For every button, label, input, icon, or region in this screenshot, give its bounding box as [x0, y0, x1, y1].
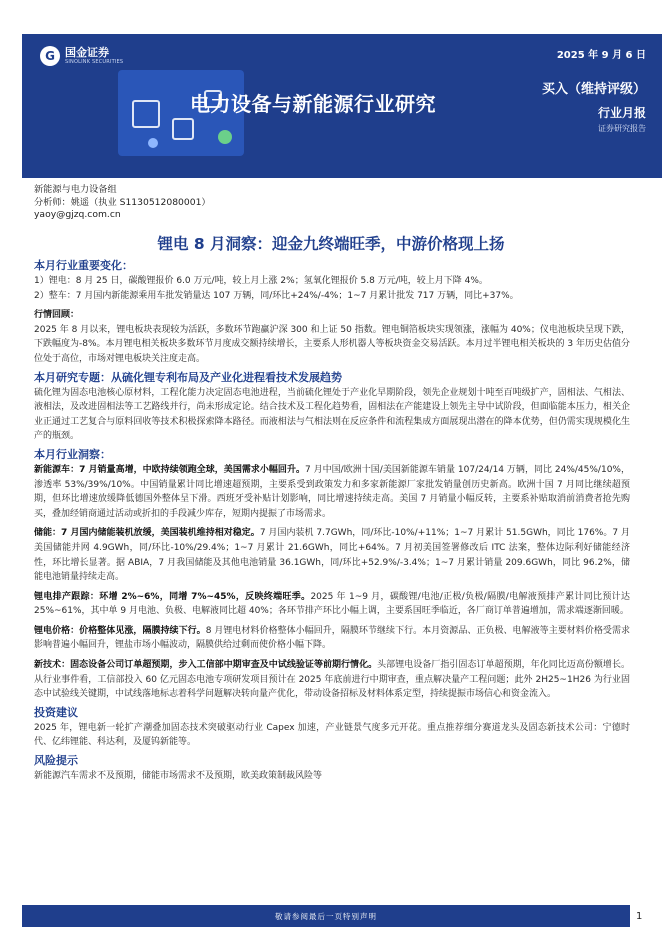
- topic-text: 硫化锂为固态电池核心原材料，工程化能力决定固态电池进程，当前硫化锂处于产业化早期阶段，领先企业规划十吨至百吨级扩产，固相法、气相法、液相法，及改进固相法等工艺路线并行，尚未形成定论。结合技术及工程化趋势看，固相法在产能建设上领先主导中试阶段，但面临能本压力，相关企业正通过工艺复合与原料回收等技术积极探索降本路径。而液相法与气相法则在反应条件和流程集成方面展现出潜在的降本优势，但仍需实现规模化生产的瓶颈。: [34, 387, 630, 442]
- insight-ev-text: 7 月中国/欧洲十国/美国新能源车销量 107/24/14 万辆，同比 24%/45%/10%，渗透率 53%/39%/10%。中国销量累计同比增速超预期，主要系受到政策发力和多家新能源厂家批发销量创历史新高。欧洲十国 7 月同比继续超预期，但环比增速放缓降低德国外整体呈下滑。西班牙受补贴计划影响，同比增速持续走高。美国 7 月销量小幅反转，主要系补贴取消前消费者抢先购买，叠加经销商通过活动或折扣的手段减少库存，短期内提振了市场需求。: [34, 464, 630, 519]
- report-title: 电力设备与新能源行业研究: [190, 92, 436, 116]
- market-review-text: 2025 年 8 月以来，锂电板块表现较为活跃，多数环节跑赢沪深 300 和上证 50 指数。锂电铜箔板块实现领涨，涨幅为 40%；仪电池板块呈现下跌，下跌幅度为-8%。本月锂电相关板块多数环节月度成交额持续增长，主要系人形机器人等板块资金交易活跃。本月过半锂电相关板块的 3 年历史估值分位处于高位，市场对锂电板块关注度走高。: [34, 324, 630, 364]
- analyst-email[interactable]: yaoy@gjzq.com.cn: [34, 209, 121, 221]
- insight-tech-text: 头部锂电设备厂指引固态订单超预期，年化同比迈高份额增长。从行业事件看，工信部投入 60 亿元固态电池专项研发项目预计在 2025 年底前进行中期审查，重点解决量产工程问题；此外 2H25~1H26 为行业固态中试验线关键期，中试线落地标志着科学问题解决转向量产优化，带动设备招标及材料体系定型，持续提振市场信心和资金流入。: [34, 660, 630, 700]
- key-change-line: 1）锂电：8 月 25 日，碳酸锂报价 6.0 万元/吨，较上月上涨 2%；氢氧化锂报价 5.8 万元/吨，较上月下降 4%。: [34, 276, 488, 286]
- decor-box-icon: [132, 100, 160, 128]
- footer-disclaimer[interactable]: 敬请参阅最后一页特别声明: [275, 911, 377, 921]
- logo-subtext: SINOLINK SECURITIES: [65, 59, 124, 65]
- section-heading-advice: 投资建议: [34, 705, 78, 719]
- analyst-group: 新能源与电力设备组: [34, 184, 117, 195]
- decor-dot-icon: [148, 138, 158, 148]
- insight-storage-paragraph: [34, 526, 630, 584]
- company-logo: [40, 46, 123, 66]
- report-date: 2025 年 9 月 6 日: [556, 50, 646, 61]
- main-title: 锂电 8 月洞察：迎金九终端旺季，中游价格现上扬: [157, 235, 505, 253]
- page-number: 1: [636, 911, 643, 922]
- key-change-line: 2）整车：7 月国内新能源乘用车批发销量达 107 万辆，同/环比+24%/-4%；1~7 月累计批发 717 万辆，同比+37%。: [34, 290, 519, 301]
- decor-dot-icon: [218, 130, 232, 144]
- logo-text: 国金证券: [65, 46, 109, 59]
- advice-text: 2025 年，锂电新一轮扩产潮叠加固态技术突破驱动行业 Capex 加速，产业链景气度多元开花。重点推荐细分赛道龙头及固态新技术公司：宁德时代、亿纬锂能、科达利，及厦钨新能等。: [34, 722, 630, 748]
- insight-tech-paragraph: [34, 658, 630, 702]
- insight-price-paragraph: [34, 624, 630, 653]
- section-heading-market: 行情回顾：: [34, 310, 80, 321]
- insight-price-text: 8 月锂电材料价格整体小幅回升，隔膜环节继续下行。本月资源品、正负极、电解液等主要材料价格受需求影响普遍小幅回升，锂盐市场小幅波动，隔膜供给过剩而使价格小幅下降。: [34, 625, 630, 651]
- report-body: [34, 258, 630, 784]
- logo-icon: G: [40, 46, 60, 66]
- insight-storage-text: 7 月国内装机 7.7GWh，同/环比-10%/+11%；1~7 月累计 51.5GWh，同比 176%。7 月美国储能并网 4.9GWh，同/环比-10%/29.4%；1~7 月累计 21.6GWh，同比+64%。7 月初美国签署修改后 ITC 法案，整体边际利好储能经济性，环比增长显著。据 ABIA，7 月我国储能及其他电池销量 36.1GWh，同/环比+52.9%/-3.4%；1~7 月累计销量 209.6GWh，同比 96.2%，储能电池销量持续走高。: [34, 528, 630, 583]
- rating: 买入（维持评级）: [541, 82, 646, 97]
- risk-text: 新能源汽车需求不及预期，储能市场需求不及预期，欧美政策制裁风险等: [34, 771, 323, 782]
- insight-storage-lead: 储能：7 月国内储能装机放缓，美国装机维持相对稳定。: [34, 528, 260, 539]
- insight-ev-paragraph: [34, 463, 630, 521]
- analyst-block: [34, 184, 211, 222]
- report-type: 行业月报: [597, 106, 646, 120]
- section-heading-risk: 风险提示: [34, 754, 78, 768]
- insight-chain-text: 2025 年 1~9 月，碳酸锂/电池/正极/负极/隔膜/电解液预排产累计同比预计达 25%~61%，其中单 9 月电池、负极、电解液同比超 40%；各环节排产环比小幅上调，主要系国旺季临近，各厂商订单普遍增加，需求端逐渐回暖。: [34, 591, 630, 617]
- section-heading-topic: 本月研究专题：从硫化锂专利布局及产业化进程看技术发展趋势: [34, 370, 342, 384]
- footer-bar: [22, 905, 630, 927]
- decor-box-icon: [172, 118, 194, 140]
- insight-ev-lead: 新能源车：7 月销量高增，中欧持续领跑全球，美国需求小幅回升。: [34, 464, 305, 475]
- insight-chain-paragraph: [34, 590, 630, 619]
- insight-price-lead: 锂电价格：价格整体见涨，隔膜持续下行。: [34, 625, 206, 636]
- insight-chain-lead: 锂电排产跟踪：环增 2%~6%，同增 7%~45%，反映终端旺季。: [34, 591, 311, 602]
- section-heading-key-changes: 本月行业重要变化：: [34, 259, 133, 272]
- analyst-name: 分析师：姚遥（执业 S1130512080001）: [34, 196, 211, 208]
- section-heading-insight: 本月行业洞察：: [34, 447, 111, 461]
- report-subtype: 证券研究报告: [598, 124, 646, 133]
- insight-tech-lead: 新技术：固态设备公司订单超预期，步入工信部中期审查及中试线验证等前期行情化。: [34, 660, 378, 671]
